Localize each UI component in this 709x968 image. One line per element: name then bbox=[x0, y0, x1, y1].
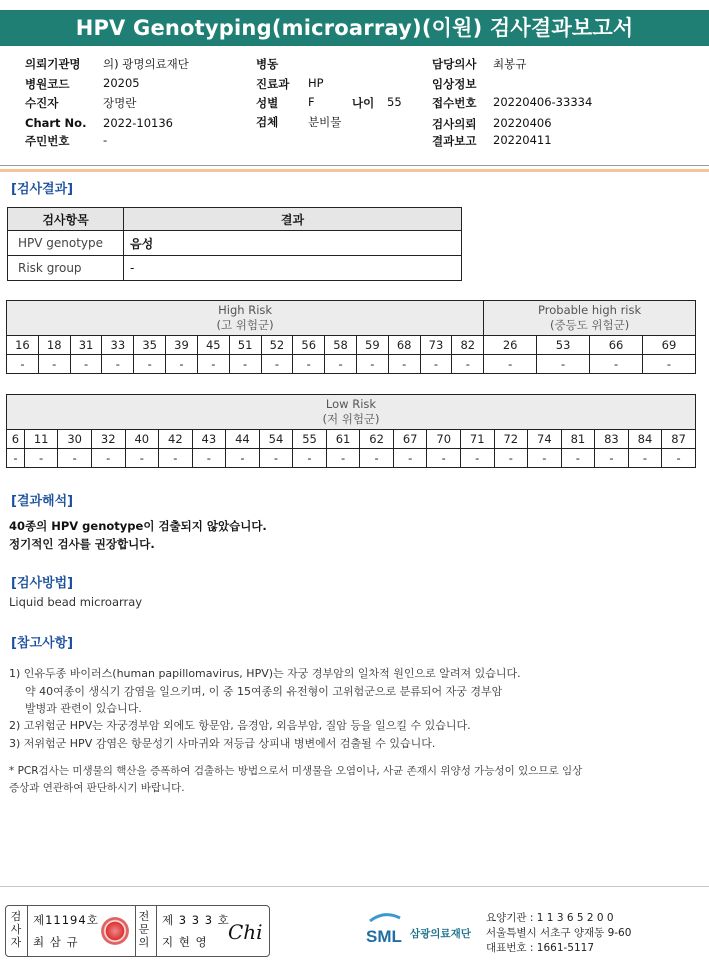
genotype-result: - bbox=[643, 355, 696, 374]
chart-label: Chart No. bbox=[25, 116, 87, 130]
genotype-number: 83 bbox=[595, 430, 629, 449]
receipt-label: 접수번호 bbox=[432, 96, 477, 110]
genotype-number: 74 bbox=[528, 430, 562, 449]
low-risk-subtitle: (저 위험군) bbox=[322, 412, 380, 426]
dept-label: 진료과 bbox=[256, 77, 290, 91]
genotype-result: - bbox=[192, 449, 226, 468]
specialist-name: 지 현 영 bbox=[162, 935, 208, 949]
recipient-value: 장명란 bbox=[103, 96, 137, 110]
genotype-result: - bbox=[261, 355, 293, 374]
genotype-number: 58 bbox=[325, 336, 357, 355]
genotype-result: - bbox=[159, 449, 193, 468]
probable-risk-title: Probable high risk bbox=[538, 303, 642, 317]
genotype-result: - bbox=[38, 355, 70, 374]
method-text: Liquid bead microarray bbox=[9, 595, 143, 609]
reference-line-1: 1) 인유두종 바이러스(human papillomavirus, HPV)는 자궁 경부암의 일차적 원인으로 알려져 있습니다. bbox=[9, 667, 521, 680]
genotype-number: 87 bbox=[662, 430, 696, 449]
genotype-number: 33 bbox=[102, 336, 134, 355]
sex-value: F bbox=[308, 95, 315, 109]
examiner-name: 최 삼 규 bbox=[33, 935, 79, 949]
interpretation-line-1: 40종의 HPV genotype이 검출되지 않았습니다. bbox=[9, 519, 267, 533]
high-risk-subtitle: (고 위험군) bbox=[216, 318, 274, 332]
reference-line-4: 2) 고위험군 HPV는 자궁경부암 외에도 항문암, 음경암, 외음부암, 질암 등을 일으킬 수 있습니다. bbox=[9, 719, 471, 732]
genotype-result: - bbox=[590, 355, 643, 374]
genotype-number: 35 bbox=[134, 336, 166, 355]
genotype-result: - bbox=[125, 449, 159, 468]
genotype-number: 73 bbox=[420, 336, 452, 355]
section-method: [검사방법] bbox=[11, 576, 74, 591]
high-risk-header bbox=[7, 301, 484, 336]
low-results-row bbox=[7, 449, 696, 468]
address: 서울특별시 서초구 양재동 9-60 bbox=[486, 927, 632, 939]
reference-line-3: 발병과 관련이 있습니다. bbox=[25, 702, 142, 715]
phone: 대표번호 : 1661-5117 bbox=[486, 942, 595, 954]
genotype-result: - bbox=[460, 449, 494, 468]
age-label: 나이 bbox=[352, 96, 375, 110]
agency-value: 의) 광명의료재단 bbox=[103, 57, 189, 71]
doctor-label: 담당의사 bbox=[432, 57, 477, 71]
resident-label: 주민번호 bbox=[25, 134, 70, 148]
sex-label: 성별 bbox=[256, 96, 279, 110]
examiner-label: 검사자 bbox=[10, 910, 22, 949]
section-interpretation: [결과해석] bbox=[11, 494, 74, 509]
genotype-result: - bbox=[628, 449, 662, 468]
genotype-number: 72 bbox=[494, 430, 528, 449]
specialist-label: 전문의 bbox=[138, 910, 150, 949]
genotype-result: - bbox=[293, 355, 325, 374]
accent-divider bbox=[0, 169, 709, 172]
genotype-number: 16 bbox=[7, 336, 39, 355]
genotype-result: - bbox=[70, 355, 102, 374]
section-result: [검사결과] bbox=[11, 182, 74, 197]
genotype-result: - bbox=[420, 355, 452, 374]
specimen-label: 검체 bbox=[256, 115, 279, 129]
divider bbox=[156, 906, 157, 956]
divider bbox=[135, 906, 136, 956]
institution-code: 요양기관 : 1 1 3 6 5 2 0 0 bbox=[486, 912, 614, 924]
result-item: Risk group bbox=[8, 256, 124, 281]
genotype-result: - bbox=[102, 355, 134, 374]
genotype-number: 42 bbox=[159, 430, 193, 449]
genotype-result: - bbox=[293, 449, 327, 468]
genotype-result: - bbox=[356, 355, 388, 374]
genotype-number: 68 bbox=[388, 336, 420, 355]
low-risk-title: Low Risk bbox=[325, 397, 377, 411]
report-date-value: 20220411 bbox=[493, 133, 552, 147]
genotype-result: - bbox=[528, 449, 562, 468]
genotype-result: - bbox=[427, 449, 461, 468]
reference-line-5: 3) 저위험군 HPV 감염은 항문성기 사마귀와 저등급 상피내 병변에서 검출될 수 있습니다. bbox=[9, 737, 436, 750]
note-line-1: * PCR검사는 미생물의 핵산을 증폭하여 검출하는 방법으로서 미생물을 오염이나, 사균 존재시 위양성 가능성이 있으므로 임상 bbox=[9, 765, 583, 777]
high-types-row bbox=[7, 336, 696, 355]
genotype-number: 66 bbox=[590, 336, 643, 355]
request-label: 검사의뢰 bbox=[432, 117, 477, 131]
reference-line-2: 약 40여종이 생식기 감염을 일으키며, 이 중 15여종의 유전형이 고위험군으로 분류되어 자궁 경부암 bbox=[25, 685, 503, 698]
genotype-result: - bbox=[259, 449, 293, 468]
dept-value: HP bbox=[308, 76, 324, 90]
low-risk-header bbox=[7, 395, 696, 430]
interpretation-line-2: 정기적인 검사를 권장합니다. bbox=[9, 537, 155, 551]
genotype-number: 84 bbox=[628, 430, 662, 449]
contact-info bbox=[486, 911, 631, 956]
genotype-number: 67 bbox=[393, 430, 427, 449]
sml-logo bbox=[364, 912, 408, 954]
genotype-result: - bbox=[7, 355, 39, 374]
genotype-number: 52 bbox=[261, 336, 293, 355]
agency-label: 의뢰기관명 bbox=[25, 57, 81, 71]
genotype-result: - bbox=[91, 449, 125, 468]
genotype-number: 55 bbox=[293, 430, 327, 449]
genotype-result: - bbox=[325, 355, 357, 374]
genotype-result: - bbox=[7, 449, 25, 468]
table-row bbox=[8, 256, 462, 281]
examiner-seal-icon bbox=[101, 917, 129, 945]
table-row bbox=[8, 231, 462, 256]
genotype-number: 43 bbox=[192, 430, 226, 449]
genotype-number: 45 bbox=[197, 336, 229, 355]
genotype-number: 62 bbox=[360, 430, 394, 449]
result-value: - bbox=[124, 256, 462, 281]
genotype-result: - bbox=[388, 355, 420, 374]
probable-risk-header bbox=[484, 301, 696, 336]
genotype-result: - bbox=[326, 449, 360, 468]
signature-box bbox=[5, 905, 270, 957]
genotype-number: 81 bbox=[561, 430, 595, 449]
genotype-result: - bbox=[452, 355, 484, 374]
request-value: 20220406 bbox=[493, 116, 552, 130]
recipient-label: 수진자 bbox=[25, 96, 59, 110]
signature: Chi bbox=[228, 920, 263, 944]
examiner-number: 제11194호 bbox=[33, 913, 99, 927]
genotype-number: 54 bbox=[259, 430, 293, 449]
result-col-value: 결과 bbox=[124, 208, 462, 231]
genotype-result: - bbox=[226, 449, 260, 468]
genotype-result: - bbox=[58, 449, 92, 468]
genotype-result: - bbox=[662, 449, 696, 468]
low-risk-table bbox=[6, 394, 696, 468]
genotype-result: - bbox=[360, 449, 394, 468]
genotype-number: 6 bbox=[7, 430, 25, 449]
genotype-number: 11 bbox=[24, 430, 58, 449]
genotype-number: 56 bbox=[293, 336, 325, 355]
probable-risk-subtitle: (중등도 위험군) bbox=[549, 318, 630, 332]
high-results-row bbox=[7, 355, 696, 374]
receipt-value: 20220406-33334 bbox=[493, 95, 593, 109]
report-title: HPV Genotyping(microarray)(이원) 검사결과보고서 bbox=[0, 10, 709, 46]
result-item: HPV genotype bbox=[8, 231, 124, 256]
genotype-result: - bbox=[229, 355, 261, 374]
genotype-result: - bbox=[24, 449, 58, 468]
high-risk-title: High Risk bbox=[218, 303, 273, 317]
genotype-number: 18 bbox=[38, 336, 70, 355]
sml-logo-icon bbox=[364, 912, 408, 950]
genotype-number: 53 bbox=[537, 336, 590, 355]
genotype-number: 59 bbox=[356, 336, 388, 355]
genotype-number: 39 bbox=[166, 336, 198, 355]
footer-divider bbox=[0, 886, 709, 887]
genotype-number: 70 bbox=[427, 430, 461, 449]
result-table bbox=[7, 207, 462, 281]
sml-logo-text: SML bbox=[366, 927, 402, 946]
genotype-result: - bbox=[166, 355, 198, 374]
age-value: 55 bbox=[387, 95, 402, 109]
org-name: 삼광의료재단 bbox=[410, 928, 471, 940]
note-line-2: 증상과 연관하여 판단하시기 바랍니다. bbox=[9, 782, 185, 794]
section-reference: [참고사항] bbox=[11, 636, 74, 651]
genotype-number: 32 bbox=[91, 430, 125, 449]
result-col-item: 검사항목 bbox=[8, 208, 124, 231]
specialist-number: 제 3 3 3 호 bbox=[162, 913, 230, 927]
divider bbox=[27, 906, 28, 956]
genotype-number: 44 bbox=[226, 430, 260, 449]
resident-value: - bbox=[103, 133, 108, 147]
genotype-number: 51 bbox=[229, 336, 261, 355]
genotype-result: - bbox=[484, 355, 537, 374]
ward-label: 병동 bbox=[256, 57, 279, 71]
genotype-number: 40 bbox=[125, 430, 159, 449]
doctor-value: 최봉규 bbox=[493, 57, 527, 71]
genotype-number: 30 bbox=[58, 430, 92, 449]
hospital-code-label: 병원코드 bbox=[25, 77, 70, 91]
hospital-code-value: 20205 bbox=[103, 76, 140, 90]
genotype-result: - bbox=[393, 449, 427, 468]
low-types-row bbox=[7, 430, 696, 449]
divider bbox=[0, 165, 709, 166]
genotype-result: - bbox=[537, 355, 590, 374]
result-value: 음성 bbox=[124, 231, 462, 256]
genotype-number: 26 bbox=[484, 336, 537, 355]
specimen-value: 분비물 bbox=[308, 115, 342, 129]
genotype-result: - bbox=[561, 449, 595, 468]
clinical-label: 임상정보 bbox=[432, 77, 477, 91]
genotype-result: - bbox=[494, 449, 528, 468]
high-risk-table bbox=[6, 300, 696, 374]
genotype-result: - bbox=[197, 355, 229, 374]
genotype-number: 31 bbox=[70, 336, 102, 355]
genotype-result: - bbox=[595, 449, 629, 468]
genotype-number: 69 bbox=[643, 336, 696, 355]
genotype-number: 61 bbox=[326, 430, 360, 449]
genotype-result: - bbox=[134, 355, 166, 374]
chart-value: 2022-10136 bbox=[103, 116, 173, 130]
report-date-label: 결과보고 bbox=[432, 134, 477, 148]
genotype-number: 71 bbox=[460, 430, 494, 449]
genotype-number: 82 bbox=[452, 336, 484, 355]
